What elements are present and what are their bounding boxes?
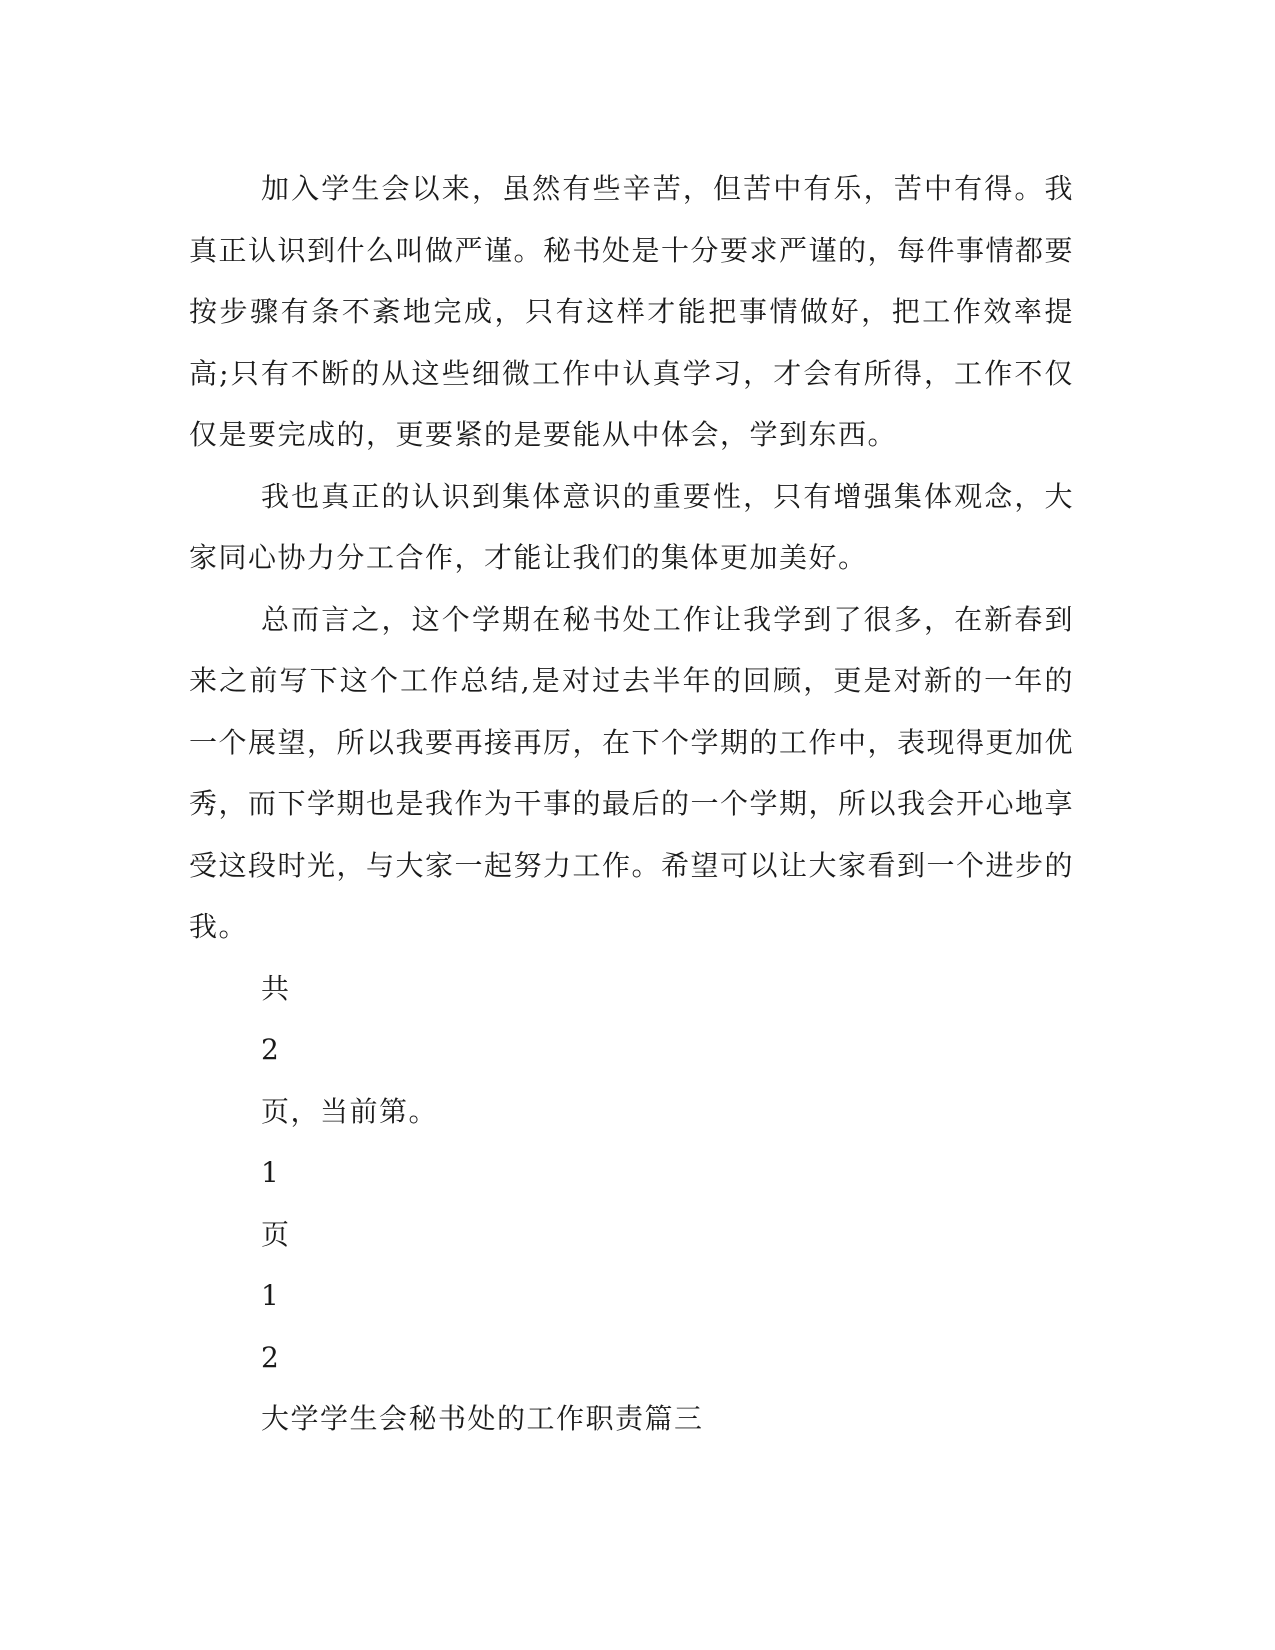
- pagination-total-pages: 2: [261, 1033, 281, 1066]
- paragraph-1: 加入学生会以来，虽然有些辛苦，但苦中有乐，苦中有得。我真正认识到什么叫做严谨。秘书处是十分要求严谨的，每件事情都要按步骤有条不紊地完成，只有这样才能把事情做好，把工作效率提高;只有不断的从这些细微工作中认真学习，才会有所得，工作不仅仅是要完成的，更要紧的是要能从中体会，学到东西。: [189, 172, 1075, 451]
- page-link-1[interactable]: 1: [261, 1279, 281, 1312]
- page-link-2[interactable]: 2: [261, 1340, 281, 1374]
- next-section-heading: 大学学生会秘书处的工作职责篇三: [261, 1402, 704, 1435]
- paragraph-2: 我也真正的认识到集体意识的重要性，只有增强集体观念，大家同心协力分工合作，才能让我们的集体更加美好。: [189, 479, 1074, 574]
- pagination-current-page: 1: [261, 1156, 281, 1189]
- pagination-current-prefix: 页，当前第。: [261, 1094, 439, 1128]
- pagination-current-suffix: 页: [261, 1217, 291, 1251]
- paragraph-3: 总而言之，这个学期在秘书处工作让我学到了很多，在新春到来之前写下这个工作总结,是对过去半年的回顾，更是对新的一年的一个展望，所以我要再接再厉，在下个学期的工作中，表现得更加优秀，而下学期也是我作为干事的最后的一个学期，所以我会开心地享受这段时光，与大家一起努力工作。希望可以让大家看到一个进步的我。: [189, 602, 1075, 943]
- document-body: [189, 158, 1074, 1450]
- pagination-total-prefix: 共: [261, 971, 291, 1005]
